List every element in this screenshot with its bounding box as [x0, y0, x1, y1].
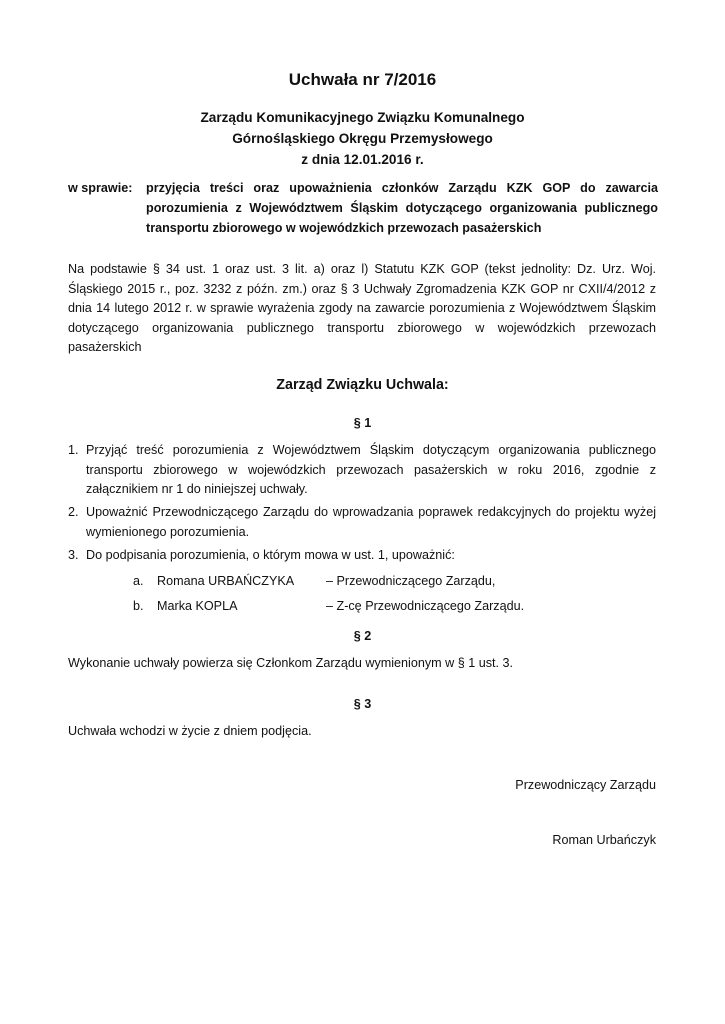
list-item [68, 441, 656, 500]
section-2-text: Wykonanie uchwały powierza się Członkom Zarządu wymienionym w § 1 ust. 3. [68, 656, 514, 670]
signature-role: Przewodniczący Zarządu [515, 778, 656, 792]
issuer-line-1: Zarządu Komunikacyjnego Związku Komunalnego [200, 110, 525, 125]
signatory-role: – Z-cę Przewodniczącego Zarządu. [326, 599, 525, 613]
signatory-letter: b. [133, 599, 144, 613]
list-item-number: 2. [68, 505, 79, 519]
legal-basis: Na podstawie § 34 ust. 1 oraz ust. 3 lit. a) oraz l) Statutu KZK GOP (tekst jednolity: Dz. Urz. Woj. Śląskiego 2015 r., poz. 3232 z późn. zm.) oraz § 3 Uchwały Zgromadzenia KZK GOP nr CXII/4/2012 z dnia 14 lutego 2012 r. w sprawie wyrażenia zgody na zawarcie porozumienia z Województwem Śląskim dotyczącego organizowania publicznego transportu zbiorowego w wojewódzkich przewozach pasażerskich [68, 262, 656, 354]
issuer-line-2: Górnośląskiego Okręgu Przemysłowego [232, 131, 493, 146]
section-3-text: Uchwała wchodzi w życie z dniem podjęcia. [68, 724, 312, 738]
resolution-heading: Zarząd Związku Uchwala: [276, 377, 449, 393]
subject-text: przyjęcia treści oraz upoważnienia członków Zarządu KZK GOP do zawarcia porozumienia z Województwem Śląskim dotyczącego organizowania publicznego transportu zbiorowego w wojewódzkich przewozach pasażerskich [146, 181, 658, 235]
subject-block [68, 178, 658, 238]
section-3-heading: § 3 [353, 697, 372, 711]
document-title: Uchwała nr 7/2016 [288, 70, 437, 89]
section-2-heading: § 2 [353, 629, 372, 643]
list-item [68, 503, 656, 542]
signatory-name: Marka KOPLA [157, 599, 238, 613]
section-1-heading: § 1 [353, 416, 372, 430]
list-item [68, 546, 656, 566]
issuer-block [0, 107, 725, 170]
resolution-date: z dnia 12.01.2016 r. [301, 152, 424, 167]
signatory-letter: a. [133, 574, 144, 588]
signatory-name: Romana URBAŃCZYKA [157, 574, 295, 588]
list-item-text: Do podpisania porozumienia, o którym mowa w ust. 1, upoważnić: [86, 548, 455, 562]
list-item-number: 1. [68, 443, 79, 457]
subject-label: w sprawie: [68, 181, 133, 195]
list-item-text: Upoważnić Przewodniczącego Zarządu do wprowadzania poprawek redakcyjnych do projektu wyżej wymienionego porozumienia. [86, 505, 656, 539]
signature-name: Roman Urbańczyk [552, 833, 656, 847]
list-item-text: Przyjąć treść porozumienia z Województwem Śląskim dotyczącym organizowania publicznego transportu zbiorowego w wojewódzkich przewozach pasażerskich w roku 2016, zgodnie z załącznikiem nr 1 do niniejszej uchwały. [86, 443, 656, 496]
signatory-role: – Przewodniczącego Zarządu, [326, 574, 496, 588]
list-item-number: 3. [68, 548, 79, 562]
